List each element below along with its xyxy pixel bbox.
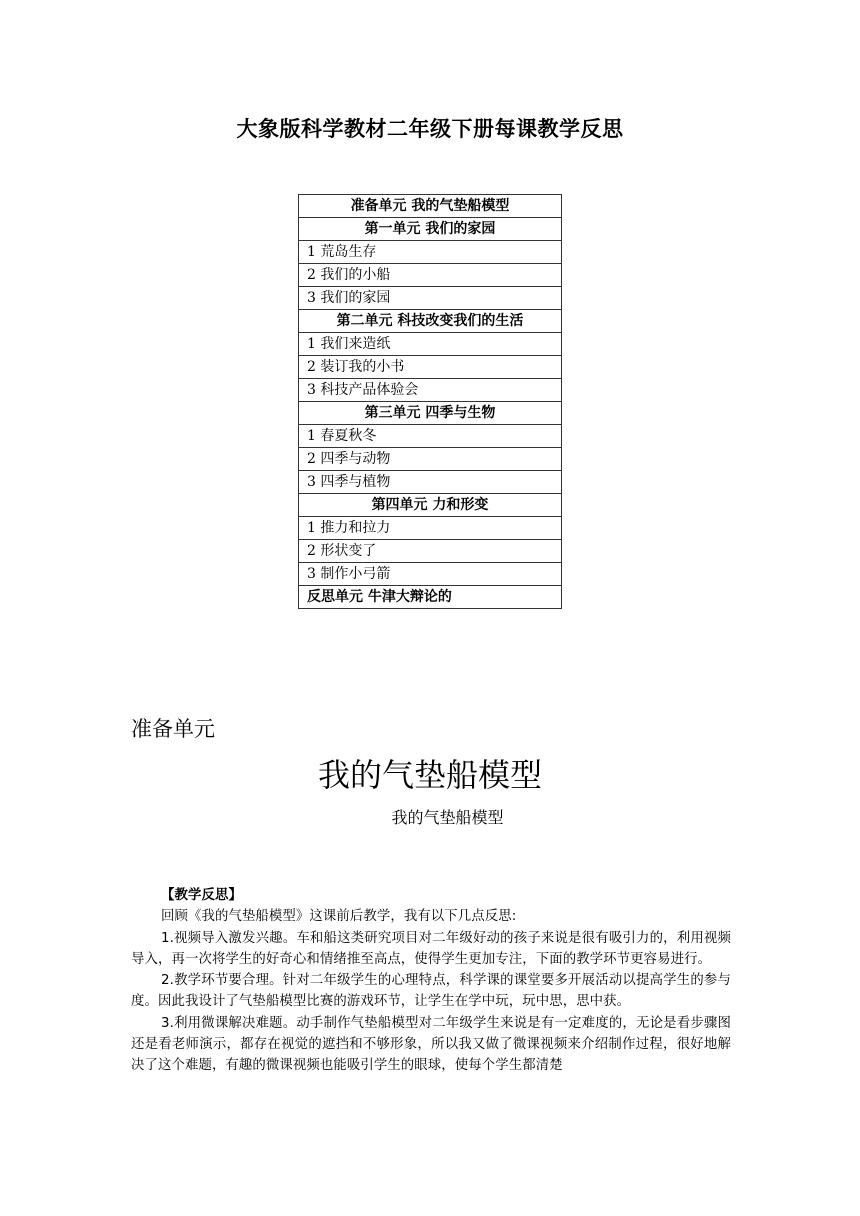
toc-lesson: 3 制作小弓箭 [299, 563, 562, 586]
toc-row [299, 333, 562, 356]
reflection-section [131, 885, 731, 1077]
toc-row [299, 195, 562, 218]
toc-row [299, 310, 562, 333]
toc-row [299, 586, 562, 609]
toc-row [299, 379, 562, 402]
unit-label: 准备单元 [131, 717, 215, 741]
toc-lesson: 1 春夏秋冬 [299, 425, 562, 448]
toc-lesson: 2 形状变了 [299, 540, 562, 563]
toc-lesson: 1 我们来造纸 [299, 333, 562, 356]
toc-unit: 准备单元 我的气垫船模型 [299, 195, 562, 218]
document-title: 大象版科学教材二年级下册每课教学反思 [236, 117, 624, 141]
toc-row [299, 471, 562, 494]
toc-row [299, 218, 562, 241]
toc-unit: 第一单元 我们的家园 [299, 218, 562, 241]
table-of-contents [298, 194, 562, 609]
toc-row [299, 287, 562, 310]
toc-row [299, 563, 562, 586]
lesson-subtitle: 我的气垫船模型 [391, 808, 504, 827]
reflection-heading: 【教学反思】 [161, 888, 242, 903]
toc-lesson: 1 推力和拉力 [299, 517, 562, 540]
reflection-paragraph: 3.利用微课解决难题。动手制作气垫船模型对二年级学生来说是有一定难度的，无论是看步骤图还是看老师演示，都存在视觉的遮挡和不够形象，所以我又做了微课视频来介绍制作过程，很好地解决了这个难题，有趣的微课视频也能吸引学生的眼球，使每个学生都清楚 [131, 1015, 731, 1074]
reflection-paragraph: 1.视频导入激发兴趣。车和船这类研究项目对二年级好动的孩子来说是很有吸引力的，利用视频导入，再一次将学生的好奇心和情绪推至高点，使得学生更加专注，下面的教学环节更容易进行。 [131, 930, 731, 967]
toc-row [299, 356, 562, 379]
toc-lesson: 3 我们的家园 [299, 287, 562, 310]
toc-unit: 第三单元 四季与生物 [299, 402, 562, 425]
toc-unit: 反思单元 牛津大辩论的 [299, 586, 562, 609]
toc-lesson: 2 我们的小船 [299, 264, 562, 287]
toc-row [299, 241, 562, 264]
reflection-paragraph: 回顾《我的气垫船模型》这课前后教学，我有以下几点反思: [161, 909, 517, 925]
toc-row [299, 425, 562, 448]
toc-body [299, 195, 562, 609]
toc-row [299, 448, 562, 471]
toc-row [299, 540, 562, 563]
toc-unit: 第四单元 力和形变 [299, 494, 562, 517]
toc-row [299, 264, 562, 287]
toc-lesson: 1 荒岛生存 [299, 241, 562, 264]
toc-lesson: 2 装订我的小书 [299, 356, 562, 379]
toc-row [299, 402, 562, 425]
toc-lesson: 2 四季与动物 [299, 448, 562, 471]
toc-row [299, 494, 562, 517]
reflection-paragraph: 2.教学环节要合理。针对二年级学生的心理特点，科学课的课堂要多开展活动以提高学生的参与度。因此我设计了气垫船模型比赛的游戏环节，让学生在学中玩，玩中思，思中获。 [131, 973, 731, 1010]
toc-unit: 第二单元 科技改变我们的生活 [299, 310, 562, 333]
toc-row [299, 517, 562, 540]
lesson-title: 我的气垫船模型 [317, 756, 542, 794]
toc-lesson: 3 四季与植物 [299, 471, 562, 494]
toc-lesson: 3 科技产品体验会 [299, 379, 562, 402]
